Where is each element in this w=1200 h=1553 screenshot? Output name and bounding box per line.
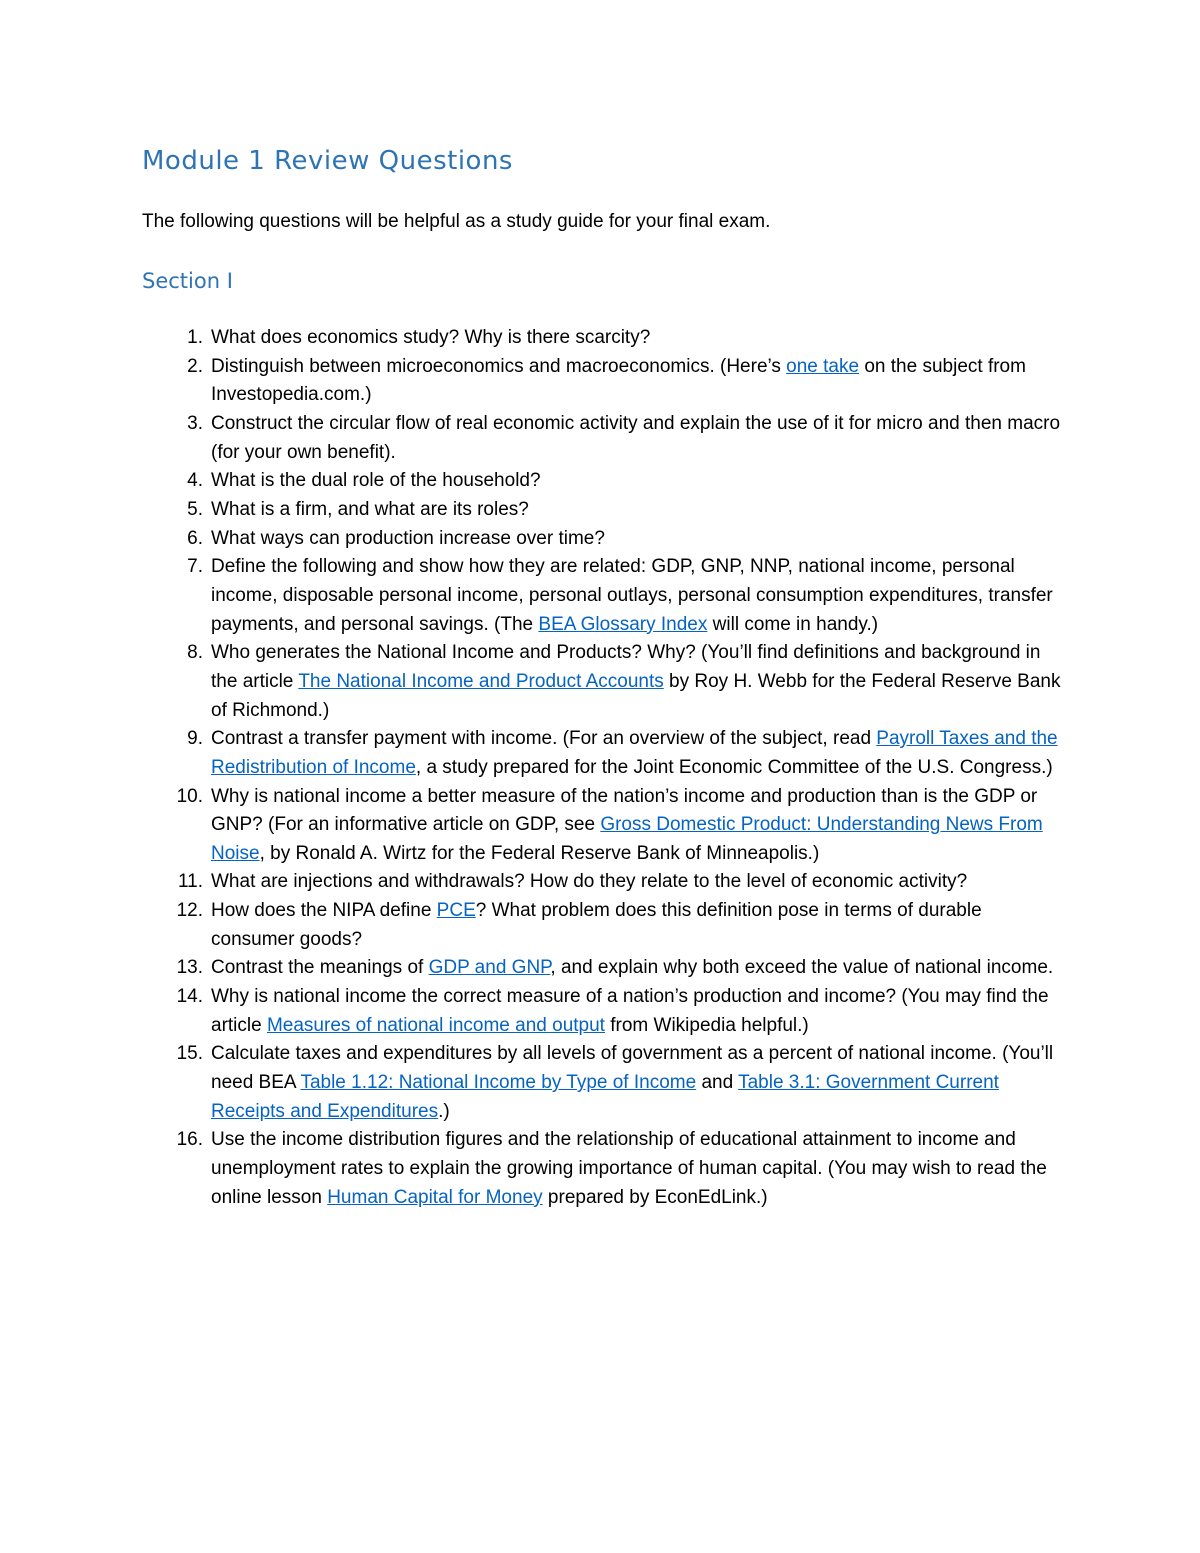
question-text-run: prepared by EconEdLink.): [542, 1186, 768, 1208]
page-title: Module 1 Review Questions: [142, 146, 513, 176]
reference-link[interactable]: PCE: [436, 900, 476, 922]
question-number: 3.: [187, 412, 203, 434]
reference-link[interactable]: Measures of national income and output: [266, 1014, 605, 1036]
question-item: [187, 639, 1061, 725]
question-item: [187, 467, 1061, 496]
question-number: 10.: [176, 785, 203, 807]
question-text: [211, 528, 605, 549]
intro-paragraph: The following questions will be helpful as a study guide for your final exam.: [142, 211, 771, 232]
reference-link[interactable]: Table 3.1: Government Current Receipts and Expenditures: [211, 1072, 999, 1122]
question-text-run: Distinguish between microeconomics and macroeconomics. (Here’s: [211, 355, 787, 377]
reference-link[interactable]: GDP and GNP: [428, 957, 551, 979]
question-text-run: Contrast the meanings of: [211, 957, 429, 979]
question-text-run: What ways can production increase over time?: [211, 527, 605, 549]
question-number: 14.: [176, 986, 203, 1008]
question-number: 5.: [187, 498, 203, 520]
question-item: [187, 410, 1061, 467]
question-number: 1.: [187, 327, 203, 348]
question-text-run: What is the dual role of the household?: [211, 470, 541, 492]
question-text-run: will come in handy.): [707, 613, 879, 635]
question-text: [211, 871, 967, 892]
question-text: [211, 499, 529, 520]
question-text-run: Why is national income the correct measure of a nation’s production and income? (You may find the article: [211, 986, 1049, 1036]
question-number: 2.: [187, 355, 203, 377]
reference-link[interactable]: The National Income and Product Accounts: [298, 670, 664, 692]
question-text-run: and: [696, 1072, 739, 1094]
question-number: 7.: [187, 556, 203, 578]
question-text: [211, 1043, 1053, 1121]
question-text: [211, 327, 650, 348]
question-number: 11.: [177, 871, 203, 893]
question-text-run: Who generates the National Income and Products? Why? (You’ll find definitions and background in the article: [211, 642, 1041, 692]
question-item: [187, 725, 1061, 782]
question-text: [211, 957, 1053, 978]
question-item: [176, 954, 1061, 983]
question-number: 6.: [187, 527, 203, 549]
question-item: [187, 553, 1061, 639]
question-text-run: How does the NIPA define: [211, 900, 437, 922]
question-text: [211, 642, 1060, 720]
question-item: [187, 496, 1061, 525]
question-text-run: , by Ronald A. Wirtz for the Federal Reserve Bank of Minneapolis.): [259, 842, 820, 864]
question-item: [176, 783, 1061, 869]
section-heading: Section I: [142, 269, 233, 293]
question-text: [211, 556, 1053, 634]
question-text-run: Why is national income a better measure of the nation’s income and production than is the GDP or GNP? (For an informative article on GDP, see: [211, 785, 1038, 836]
question-item: [187, 324, 1061, 353]
question-text-run: , and explain why both exceed the value of national income.: [550, 957, 1054, 979]
question-text: [211, 728, 1058, 778]
question-list: [176, 324, 1061, 1212]
question-text: [211, 1129, 1047, 1207]
question-text-run: What does economics study? Why is there scarcity?: [211, 327, 651, 348]
question-number: 16.: [176, 1129, 203, 1151]
question-text: [211, 986, 1049, 1036]
question-number: 4.: [187, 470, 203, 492]
question-text-run: Contrast a transfer payment with income. (For an overview of the subject, read: [211, 728, 877, 750]
reference-link[interactable]: one take: [786, 355, 860, 377]
reference-link[interactable]: Gross Domestic Product: Understanding News From Noise: [211, 814, 1043, 864]
reference-link[interactable]: Human Capital for Money: [327, 1186, 543, 1208]
question-text: [211, 413, 1060, 463]
question-text-run: Construct the circular flow of real economic activity and explain the use of it for micro and then macro (for your own benefit).: [211, 412, 1061, 463]
question-text-run: What is a firm, and what are its roles?: [211, 498, 529, 520]
question-text: [211, 900, 982, 950]
question-number: 9.: [187, 728, 203, 750]
question-text-run: What are injections and withdrawals? How do they relate to the level of economic activity?: [211, 871, 968, 893]
question-text: [211, 786, 1043, 864]
question-text-run: from Wikipedia helpful.): [604, 1014, 809, 1036]
question-text-run: ? What problem does this definition pose in terms of durable consumer goods?: [211, 900, 982, 950]
question-text-run: by Roy H. Webb for the Federal Reserve Bank of Richmond.): [211, 670, 1061, 721]
question-number: 13.: [176, 957, 203, 979]
question-item: [176, 897, 1061, 954]
question-text: [211, 470, 541, 491]
reference-link[interactable]: Table 1.12: National Income by Type of Income: [300, 1072, 697, 1094]
question-item: [176, 1126, 1061, 1212]
question-text-run: Calculate taxes and expenditures by all levels of government as a percent of national income. (You’ll need BEA: [211, 1043, 1054, 1094]
question-text-run: Define the following and show how they are related: GDP, GNP, NNP, national income, personal income, disposable personal income, personal outlays, personal consumption expenditures, transfer payments, and personal savings. (The: [211, 556, 1053, 635]
question-item: [177, 868, 1061, 897]
question-text-run: on the subject from Investopedia.com.): [211, 355, 1026, 406]
question-number: 12.: [176, 900, 203, 922]
question-text: [211, 356, 1026, 406]
reference-link[interactable]: BEA Glossary Index: [538, 613, 708, 635]
question-text-run: Use the income distribution figures and the relationship of educational attainment to income and unemployment rates to explain the growing importance of human capital. (You may wish to read the online lesson: [211, 1129, 1047, 1208]
question-number: 15.: [176, 1043, 203, 1065]
question-item: [187, 353, 1061, 410]
question-item: [176, 983, 1061, 1040]
question-number: 8.: [187, 642, 203, 664]
reference-link[interactable]: Payroll Taxes and the Redistribution of Income: [211, 728, 1058, 778]
question-item: [176, 1040, 1061, 1126]
question-text-run: .): [438, 1100, 450, 1122]
question-text-run: , a study prepared for the Joint Economic Committee of the U.S. Congress.): [415, 756, 1053, 778]
question-item: [187, 525, 1061, 554]
